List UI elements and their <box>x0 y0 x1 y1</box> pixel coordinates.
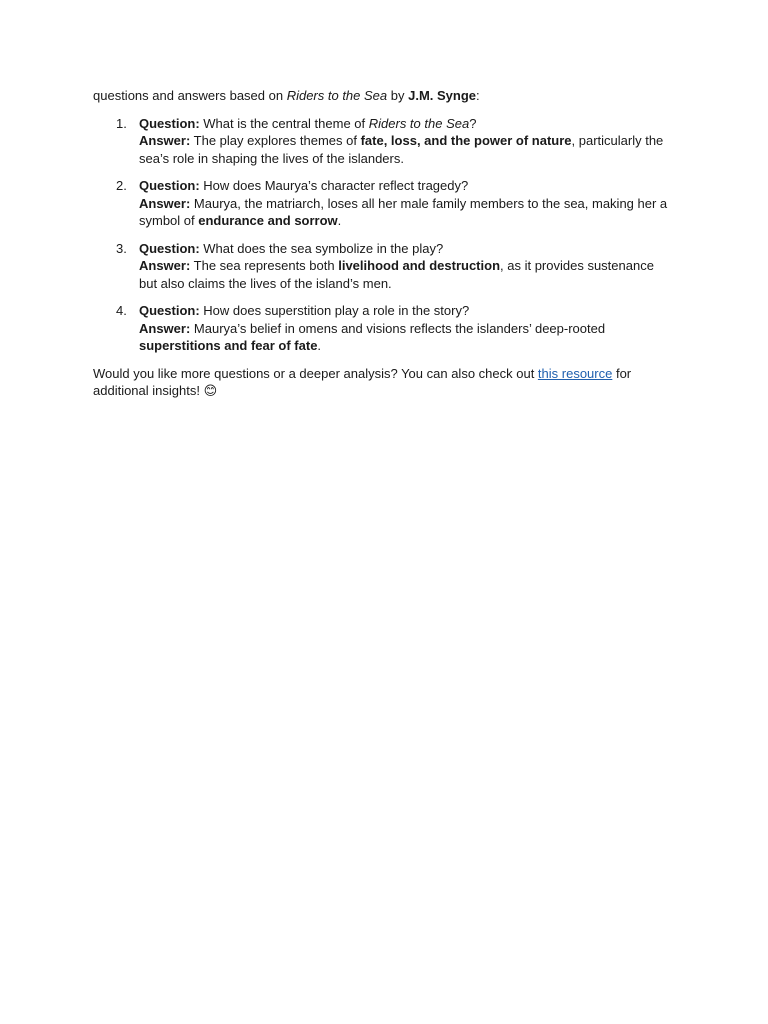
question-text: How does superstition play a role in the story? <box>199 303 470 318</box>
intro-prefix: questions and answers based on <box>93 88 287 103</box>
question-line <box>139 115 673 133</box>
answer-bold: endurance and sorrow <box>198 213 338 228</box>
answer-text-end: , as it provides sustenance but also claims the lives of the island’s men. <box>139 258 654 291</box>
answer-label: Answer: <box>139 320 191 336</box>
answer-text-end: , particularly the sea’s role in shaping the lives of the islanders. <box>139 133 664 166</box>
answer-bold: livelihood and destruction <box>338 258 501 273</box>
answer-text: Maurya’s belief in omens and visions reflects the islanders’ deep-rooted <box>190 320 606 336</box>
answer-bold: fate, loss, and the power of nature <box>360 133 572 148</box>
document-page <box>93 87 673 400</box>
list-item <box>93 302 673 355</box>
answer-line <box>139 132 673 167</box>
list-item <box>93 240 673 293</box>
closing-paragraph <box>93 365 673 400</box>
answer-line <box>139 257 673 292</box>
answer-text: Maurya, the matriarch, loses all her male family members to the sea, making her a symbol of <box>139 195 668 228</box>
intro-by: by <box>387 88 409 103</box>
resource-link[interactable]: this resource <box>537 365 613 381</box>
question-text: What is the central theme of <box>199 115 369 131</box>
item-number: 3. <box>116 240 127 256</box>
item-number: 1. <box>116 115 127 131</box>
answer-line <box>139 195 673 230</box>
intro-paragraph <box>93 87 673 105</box>
question-label: Question: <box>139 115 200 131</box>
play-title: Riders to the Sea <box>286 88 388 103</box>
answer-text: The sea represents both <box>190 258 339 273</box>
question-text: How does Maurya’s character reflect tragedy? <box>199 178 469 193</box>
intro-suffix: : <box>476 88 480 103</box>
question-italic: Riders to the Sea <box>368 115 470 131</box>
question-line <box>139 240 673 258</box>
question-label: Question: <box>139 240 200 256</box>
answer-text-end: . <box>317 338 322 353</box>
question-end: ? <box>469 115 477 131</box>
answer-line <box>139 320 673 355</box>
list-item <box>93 177 673 230</box>
question-label: Question: <box>139 303 200 318</box>
list-item <box>93 115 673 168</box>
answer-label: Answer: <box>139 195 191 211</box>
question-text: What does the sea symbolize in the play? <box>199 240 444 256</box>
answer-label: Answer: <box>139 258 191 273</box>
question-line <box>139 302 673 320</box>
closing-text: Would you like more questions or a deeper analysis? You can also check out <box>93 365 538 381</box>
item-number: 2. <box>116 178 127 193</box>
answer-bold: superstitions and fear of fate <box>139 338 318 353</box>
qa-list <box>93 115 673 355</box>
answer-text-end: . <box>337 213 342 228</box>
answer-text: The play explores themes of <box>190 133 361 148</box>
question-label: Question: <box>139 178 200 193</box>
item-number: 4. <box>116 303 127 318</box>
author-name: J.M. Synge <box>408 88 477 103</box>
closing-text-end: for additional insights! 😊 <box>93 365 632 398</box>
question-line <box>139 177 673 195</box>
answer-label: Answer: <box>139 133 191 148</box>
